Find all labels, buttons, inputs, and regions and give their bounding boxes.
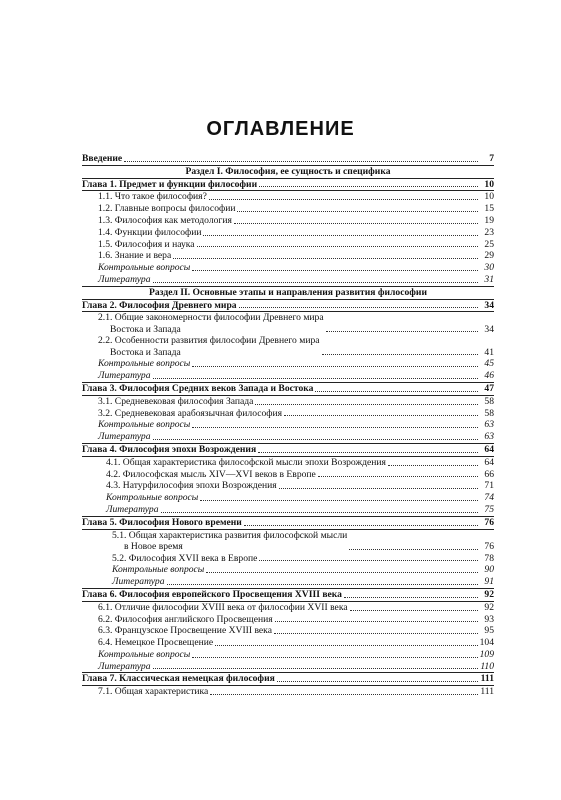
- toc-entry-title: [98, 335, 320, 358]
- toc-entry-title: [112, 530, 347, 553]
- toc-entry-title: Литература: [112, 576, 165, 588]
- toc-entry: [82, 335, 494, 358]
- toc-leader-dots: [279, 482, 478, 489]
- toc-entry: [82, 661, 494, 674]
- toc-page-number: 95: [484, 625, 494, 637]
- toc-leader-dots: [274, 627, 478, 634]
- toc-chapter: [82, 589, 494, 602]
- toc-leader-dots: [258, 446, 478, 453]
- toc-entry-title: 7.1. Общая характеристика: [98, 686, 209, 698]
- toc-entry: [82, 215, 494, 227]
- toc-leader-dots: [210, 688, 478, 695]
- toc-entry: [82, 469, 494, 481]
- toc-page-number: 15: [484, 203, 494, 215]
- toc-leader-dots: [161, 506, 479, 513]
- toc-page-number: 63: [484, 431, 494, 443]
- toc-leader-dots: [192, 264, 478, 271]
- toc-leader-dots: [192, 360, 478, 367]
- toc-section-title: Раздел II. Основные этапы и направления развития философии: [149, 286, 427, 298]
- toc-leader-dots: [275, 615, 478, 622]
- toc-leader-dots: [167, 578, 479, 585]
- toc-entry: [82, 649, 494, 661]
- toc-entry: [82, 262, 494, 274]
- toc-entry-title: Контрольные вопросы: [112, 564, 205, 576]
- toc-entry-title: 6.3. Французское Просвещение XVIII века: [98, 625, 272, 637]
- toc-page-number: 41: [484, 346, 494, 358]
- toc-leader-dots: [255, 398, 478, 405]
- toc-entry-title: Литература: [98, 370, 151, 382]
- toc-page-number: 10: [484, 191, 494, 203]
- toc-entry-title: Глава 3. Философия Средних веков Запада и Востока: [82, 382, 314, 394]
- toc-entry: [82, 419, 494, 431]
- toc-chapter: [82, 300, 494, 313]
- toc-leader-dots: [326, 325, 478, 332]
- toc-entry-title: Глава 1. Предмет и функции философии: [82, 178, 258, 190]
- toc-entry-title-line: в Новое время: [124, 541, 183, 553]
- toc-entry-title: Литература: [98, 273, 151, 285]
- toc-page-number: 25: [484, 238, 494, 250]
- toc-page-number: 64: [484, 443, 494, 455]
- toc-entry-title: Литература: [98, 431, 151, 443]
- toc-chapter: [82, 153, 494, 166]
- toc-entry-title: [98, 312, 324, 335]
- toc-leader-dots: [344, 591, 478, 598]
- toc-entry-title: 1.2. Главные вопросы философии: [98, 203, 236, 215]
- toc-entry-title: 1.3. Философия как методология: [98, 214, 232, 226]
- toc-entry: [82, 396, 494, 408]
- toc-leader-dots: [203, 229, 478, 236]
- toc-entry-title: 1.1. Что такое философия?: [98, 191, 207, 203]
- toc-page-number: 19: [484, 214, 494, 226]
- toc-leader-dots: [259, 554, 478, 561]
- toc-entry-title: Глава 2. Философия Древнего мира: [82, 299, 237, 311]
- toc-leader-dots: [284, 409, 478, 416]
- toc-entry: [82, 504, 494, 517]
- toc-leader-dots: [200, 494, 478, 501]
- toc-entry: [82, 564, 494, 576]
- toc-page-number: 104: [479, 637, 494, 649]
- toc-page-number: 46: [484, 370, 494, 382]
- toc-entry: [82, 614, 494, 626]
- toc-leader-dots: [239, 301, 478, 308]
- toc-leader-dots: [322, 348, 478, 355]
- toc-entry-title: 6.4. Немецкое Просвещение: [98, 637, 214, 649]
- toc-page-number: 110: [480, 660, 494, 672]
- toc-page-number: 109: [479, 648, 494, 660]
- toc-entry-title: Глава 6. Философия европейского Просвещения XVIII века: [82, 588, 342, 600]
- toc-entry-title: Контрольные вопросы: [98, 419, 191, 431]
- toc-entry-title-line: Востока и Запада: [110, 323, 181, 335]
- toc-page-number: 7: [489, 153, 494, 164]
- toc-page-number: 47: [484, 382, 494, 394]
- toc-chapter: [82, 673, 494, 686]
- toc-leader-dots: [206, 566, 478, 573]
- toc-page-number: 66: [484, 468, 494, 480]
- toc-entry-title-line: 2.2. Особенности развития философии Древнего мира: [98, 335, 320, 347]
- toc-leader-dots: [209, 193, 478, 200]
- toc-leader-dots: [192, 651, 477, 658]
- toc-entry: [82, 576, 494, 589]
- toc-page-number: 76: [484, 540, 494, 552]
- toc-page-number: 93: [484, 613, 494, 625]
- toc-entry-title: 6.2. Философия английского Просвещения: [98, 613, 273, 625]
- toc-chapter: [82, 383, 494, 396]
- toc-entry-title: Литература: [106, 503, 159, 515]
- toc-page-number: 111: [480, 673, 494, 685]
- toc-entry: [82, 191, 494, 203]
- toc-entry: [82, 203, 494, 215]
- toc-entry-title: Контрольные вопросы: [98, 358, 191, 370]
- toc-page-number: 90: [484, 564, 494, 576]
- toc-section-title: Раздел I. Философия, ее сущность и специфика: [185, 165, 391, 177]
- toc-entry: [82, 530, 494, 553]
- toc-leader-dots: [315, 385, 478, 392]
- toc-page-number: 78: [484, 552, 494, 564]
- toc-entry-title: Литература: [98, 660, 151, 672]
- toc-entry: [82, 408, 494, 420]
- toc-leader-dots: [237, 205, 478, 212]
- toc-leader-dots: [234, 217, 478, 224]
- toc-entry: [82, 227, 494, 239]
- toc-entry: [82, 239, 494, 251]
- toc-page-number: 34: [484, 299, 494, 311]
- toc-entry: [82, 431, 494, 444]
- toc-entry: [82, 457, 494, 469]
- toc-page-number: 76: [484, 516, 494, 528]
- toc-page-number: 111: [480, 686, 494, 698]
- toc-entry-title: 1.6. Знание и вера: [98, 250, 172, 262]
- toc-entry-title-line: 5.1. Общая характеристика развития философской мысли: [112, 529, 348, 541]
- toc-page-number: 92: [484, 601, 494, 613]
- toc-entry-title: Введение: [82, 153, 123, 164]
- toc-page-number: 64: [484, 456, 494, 468]
- toc-page-number: 29: [484, 250, 494, 262]
- toc-page-number: 58: [484, 395, 494, 407]
- toc-entry: [82, 637, 494, 649]
- toc-leader-dots: [277, 675, 478, 682]
- toc-leader-dots: [388, 459, 478, 466]
- toc-entry: [82, 602, 494, 614]
- toc-entry-title-line: 2.1. Общие закономерности философии Древнего мира: [98, 312, 324, 324]
- toc-page-number: 30: [484, 262, 494, 274]
- toc-entry-title: Глава 7. Классическая немецкая философия: [82, 673, 275, 685]
- toc-page-number: 71: [484, 480, 494, 492]
- toc-entry: [82, 480, 494, 492]
- toc-entry: [82, 274, 494, 287]
- toc-entry-title: 4.1. Общая характеристика философской мысли эпохи Возрождения: [106, 456, 386, 468]
- toc-page-number: 58: [484, 407, 494, 419]
- toc-section-heading: [82, 287, 494, 300]
- toc-page-number: 31: [484, 273, 494, 285]
- toc-entry: [82, 370, 494, 383]
- toc-entry-title: 4.2. Философская мысль XIV—XVI веков в Европе: [106, 468, 316, 480]
- toc-leader-dots: [350, 604, 478, 611]
- toc-entry-title: Глава 4. Философия эпохи Возрождения: [82, 443, 257, 455]
- toc-leader-dots: [244, 519, 478, 526]
- toc-entry-title: Глава 5. Философия Нового времени: [82, 516, 242, 528]
- toc-leader-dots: [153, 276, 479, 283]
- toc-leader-dots: [153, 372, 479, 379]
- toc-leader-dots: [124, 155, 478, 162]
- toc-leader-dots: [197, 240, 478, 247]
- toc-chapter: [82, 517, 494, 530]
- toc-entry: [82, 358, 494, 370]
- toc-entry-title: 4.3. Натурфилософия эпохи Возрождения: [106, 480, 277, 492]
- toc-entry-title: Контрольные вопросы: [106, 492, 199, 504]
- toc-page-number: 75: [484, 503, 494, 515]
- toc-entry: [82, 312, 494, 335]
- toc-leader-dots: [192, 421, 478, 428]
- toc-entry: [82, 625, 494, 637]
- toc-entry: [82, 686, 494, 698]
- toc-leader-dots: [215, 639, 478, 646]
- toc-entry-title: 1.5. Философия и наука: [98, 238, 195, 250]
- toc-page-number: 63: [484, 419, 494, 431]
- toc-leader-dots: [153, 433, 479, 440]
- toc-page-number: 92: [484, 588, 494, 600]
- toc-leader-dots: [349, 543, 478, 550]
- toc-entry: [82, 492, 494, 504]
- toc-leader-dots: [173, 252, 478, 259]
- toc-entry-title: 5.2. Философия XVII века в Европе: [112, 552, 258, 564]
- toc-section-heading: [82, 166, 494, 179]
- toc-page-number: 91: [484, 576, 494, 588]
- toc-entry-title-line: Востока и Запада: [110, 346, 181, 358]
- toc-page-number: 45: [484, 358, 494, 370]
- toc-entry-title: 3.1. Средневековая философия Запада: [98, 395, 254, 407]
- toc-entry-title: 6.1. Отличие философии XVIII века от философии XVII века: [98, 601, 348, 613]
- toc-page-number: 74: [484, 492, 494, 504]
- toc-entry-title: Контрольные вопросы: [98, 262, 191, 274]
- toc-chapter: [82, 179, 494, 192]
- toc-entry-title: 1.4. Функции философии: [98, 226, 202, 238]
- toc-page-number: 10: [484, 178, 494, 190]
- toc-page-number: 34: [484, 323, 494, 335]
- table-of-contents: [82, 153, 494, 698]
- toc-leader-dots: [318, 470, 478, 477]
- toc-leader-dots: [259, 180, 478, 187]
- toc-entry-title: 3.2. Средневековая арабоязычная философия: [98, 407, 283, 419]
- page-title: ОГЛАВЛЕНИЕ: [206, 118, 355, 140]
- toc-chapter: [82, 444, 494, 457]
- toc-entry: [82, 250, 494, 262]
- toc-page-number: 23: [484, 226, 494, 238]
- toc-leader-dots: [153, 662, 479, 669]
- toc-entry-title: Контрольные вопросы: [98, 648, 191, 660]
- toc-entry: [82, 553, 494, 565]
